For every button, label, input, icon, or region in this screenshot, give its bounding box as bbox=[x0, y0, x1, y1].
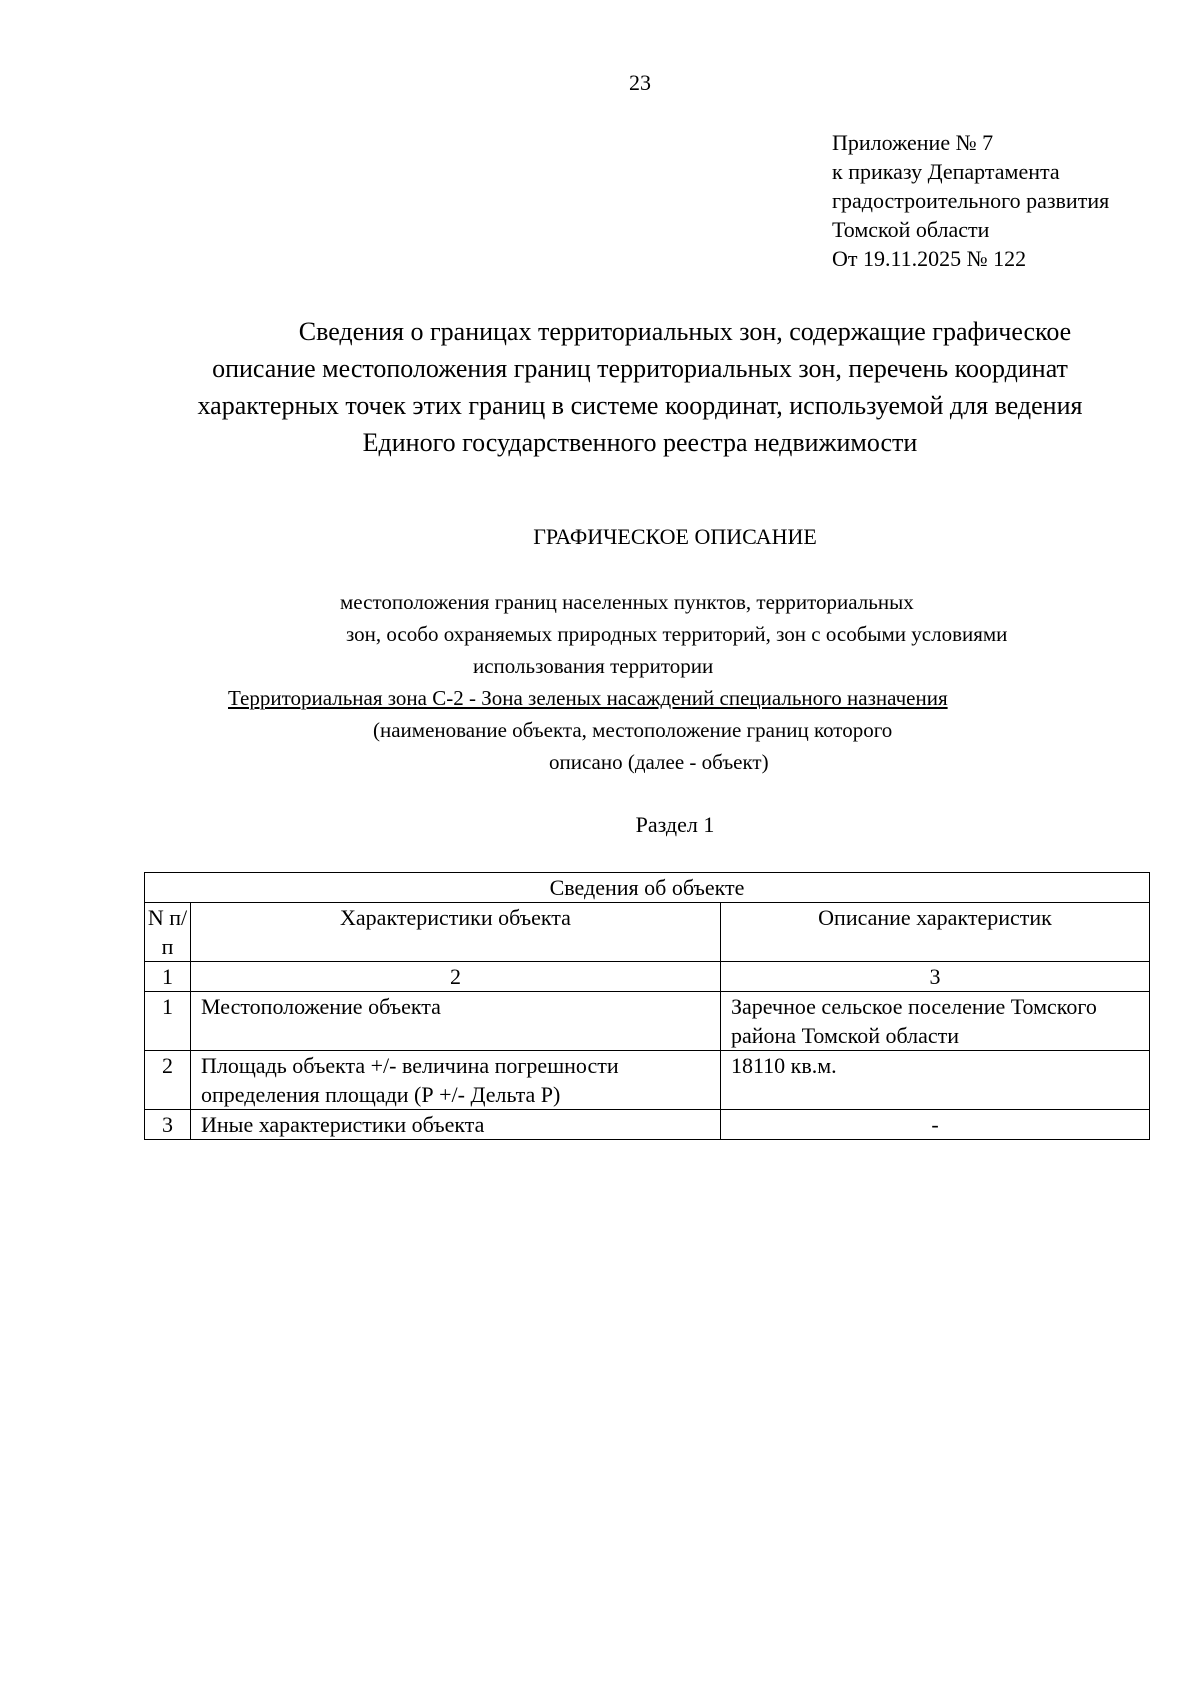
appendix-line: Томской области bbox=[832, 217, 990, 242]
object-info-table bbox=[144, 872, 1150, 1140]
table-row bbox=[145, 1051, 1150, 1110]
appendix-line: Приложение № 7 bbox=[832, 130, 994, 155]
header-characteristics: Характеристики объекта bbox=[191, 903, 721, 962]
row-num: 3 bbox=[145, 1110, 191, 1140]
page-number: 23 bbox=[629, 70, 651, 95]
row-num: 1 bbox=[145, 992, 191, 1051]
row-characteristic: Местоположение объекта bbox=[191, 992, 721, 1051]
table-title-row bbox=[145, 873, 1150, 903]
title-line: описание местоположения границ территориальных зон, перечень координат bbox=[212, 354, 1068, 383]
row-characteristic: Площадь объекта +/- величина погрешности определения площади (Р +/- Дельта Р) bbox=[191, 1051, 721, 1110]
index-cell: 1 bbox=[145, 962, 191, 992]
section-heading: ГРАФИЧЕСКОЕ ОПИСАНИЕ bbox=[533, 524, 817, 549]
appendix-line: к приказу Департамента bbox=[832, 159, 1060, 184]
appendix-block bbox=[832, 128, 1109, 273]
caption-line: описано (далее - объект) bbox=[549, 750, 769, 774]
header-num: N п/п bbox=[145, 903, 191, 962]
table-title: Сведения об объекте bbox=[145, 873, 1150, 903]
appendix-line: От 19.11.2025 № 122 bbox=[832, 246, 1027, 271]
title-line: Единого государственного реестра недвижимости bbox=[362, 428, 918, 457]
index-cell: 3 bbox=[721, 962, 1150, 992]
title-line: характерных точек этих границ в системе координат, используемой для ведения bbox=[197, 391, 1083, 420]
header-description: Описание характеристик bbox=[721, 903, 1150, 962]
row-num: 2 bbox=[145, 1051, 191, 1110]
title-line: Сведения о границах территориальных зон, содержащие графическое bbox=[298, 317, 1072, 346]
table-index-row bbox=[145, 962, 1150, 992]
row-description: - bbox=[721, 1110, 1150, 1140]
table-row bbox=[145, 992, 1150, 1051]
object-name: Территориальная зона С-2 - Зона зеленых насаждений специального назначения bbox=[228, 686, 948, 710]
appendix-line: градостроительного развития bbox=[832, 188, 1110, 213]
table-row bbox=[145, 1110, 1150, 1140]
document-title bbox=[140, 313, 1140, 461]
index-cell: 2 bbox=[191, 962, 721, 992]
row-characteristic: Иные характеристики объекта bbox=[191, 1110, 721, 1140]
row-description: Заречное сельское поселение Томского района Томской области bbox=[721, 992, 1150, 1051]
subtitle-line: зон, особо охраняемых природных территорий, зон с особыми условиями bbox=[346, 622, 1008, 646]
subtitle-line: использования территории bbox=[473, 654, 714, 678]
section-number: Раздел 1 bbox=[635, 812, 715, 837]
caption-line: (наименование объекта, местоположение границ которого bbox=[373, 718, 893, 742]
row-description: 18110 кв.м. bbox=[721, 1051, 1150, 1110]
subtitle-line: местоположения границ населенных пунктов, территориальных bbox=[340, 590, 914, 614]
table-header-row bbox=[145, 903, 1150, 962]
